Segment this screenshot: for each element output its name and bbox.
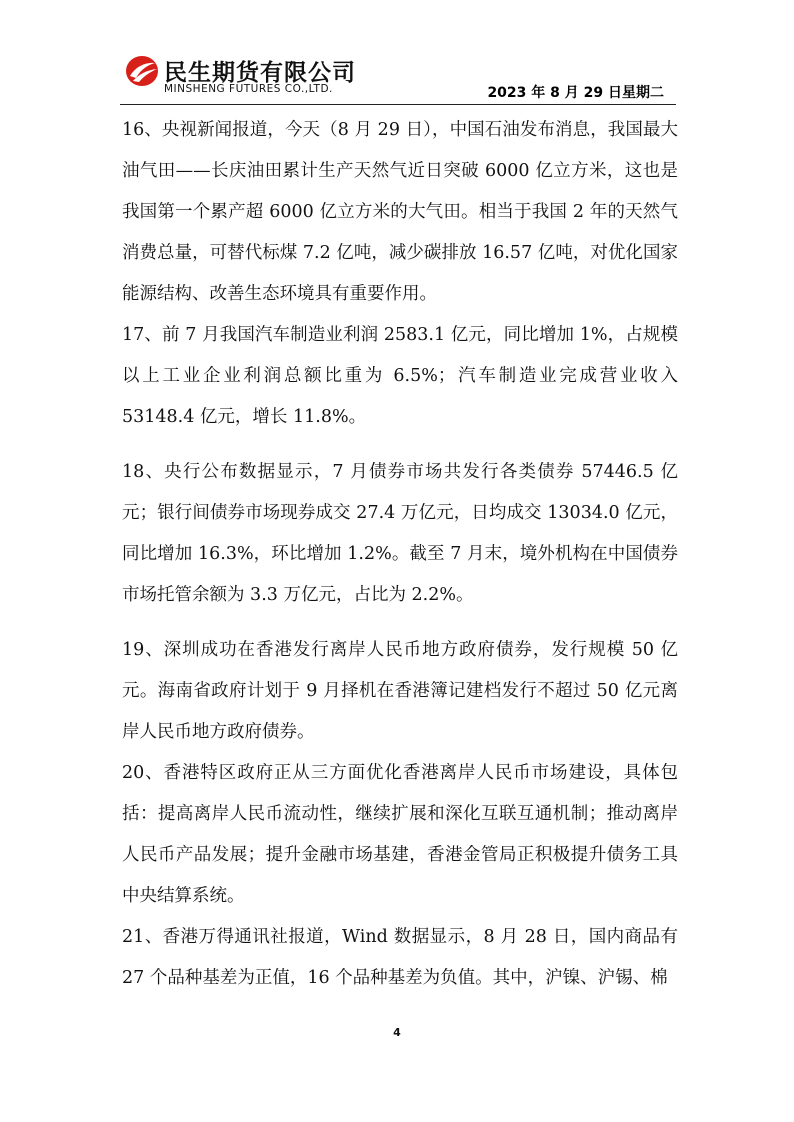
minsheng-swoosh-logo-icon — [124, 54, 160, 88]
company-name-cn: 民生期货有限公司 — [164, 60, 356, 86]
report-date: 2023 年 8 月 29 日星期二 — [487, 85, 664, 101]
news-item: 17、前 7 月我国汽车制造业利润 2583.1 亿元，同比增加 1%，占规模以上工业企业利润总额比重为 6.5%；汽车制造业完成营业收入 53148.4 亿元，增长 11.8%。 — [122, 325, 678, 427]
company-logo — [124, 52, 364, 98]
company-name-en: MINSHENG FUTURES CO.,LTD. — [164, 83, 333, 95]
news-list — [122, 110, 678, 999]
page-number: 4 — [393, 1026, 401, 1039]
news-item: 20、香港特区政府正从三方面优化香港离岸人民币市场建设，具体包括：提高离岸人民币流动性，继续扩展和深化互联互通机制；推动离岸人民币产品发展；提升金融市场基建，香港金管局正积极提升债务工具中央结算系统。 — [122, 763, 678, 906]
news-item: 16、央视新闻报道，今天（8 月 29 日），中国石油发布消息，我国最大油气田——长庆油田累计生产天然气近日突破 6000 亿立方米，这也是我国第一个累产超 6000 亿立方米的大气田。相当于我国 2 年的天然气消费总量，可替代标煤 7.2 亿吨，减少碳排放 16.57 亿吨，对优化国家能源结构、改善生态环境具有重要作用。 — [122, 120, 678, 304]
page-header — [0, 0, 794, 110]
news-item: 21、香港万得通讯社报道，Wind 数据显示，8 月 28 日，国内商品有 27 个品种基差为正值，16 个品种基差为负值。其中，沪镍、沪锡、棉 — [122, 927, 678, 988]
news-item: 18、央行公布数据显示，7 月债券市场共发行各类债券 57446.5 亿元；银行间债券市场现券成交 27.4 万亿元，日均成交 13034.0 亿元，同比增加 16.3%，环比增加 1.2%。截至 7 月末，境外机构在中国债券市场托管余额为 3.3 万亿元，占比为 2.2%。 — [122, 462, 678, 605]
header-divider — [120, 104, 676, 105]
news-item: 19、深圳成功在香港发行离岸人民币地方政府债券，发行规模 50 亿元。海南省政府计划于 9 月择机在香港簿记建档发行不超过 50 亿元离岸人民币地方政府债券。 — [122, 640, 678, 742]
